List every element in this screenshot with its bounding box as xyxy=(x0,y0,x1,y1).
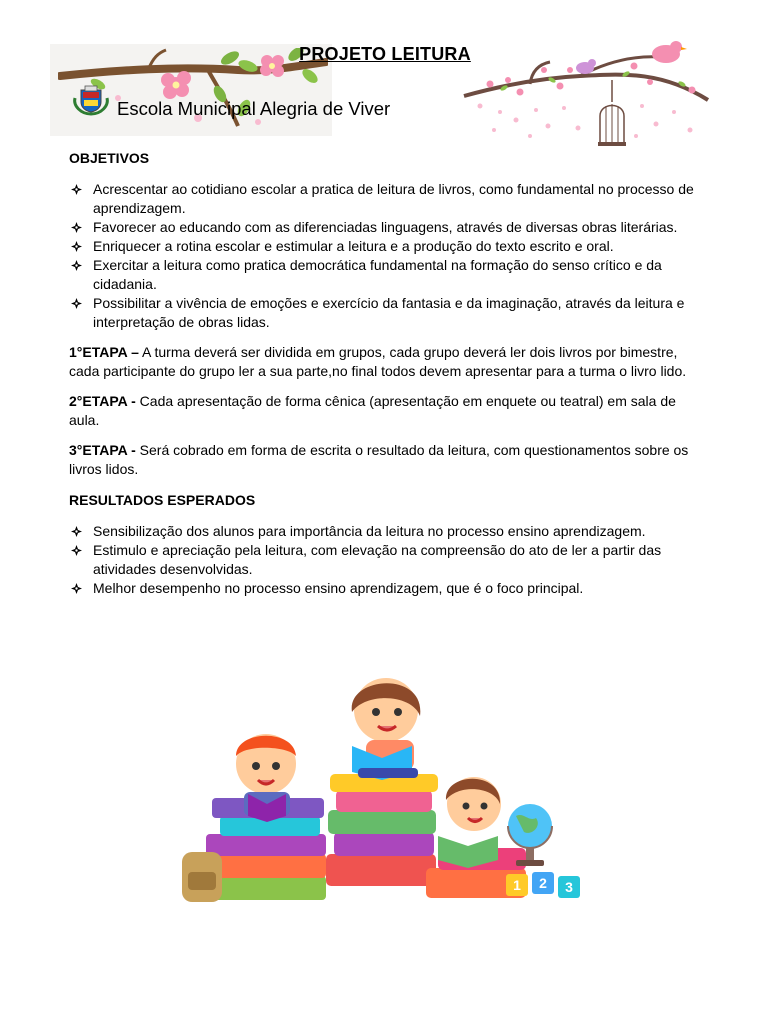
city-crest-icon xyxy=(71,84,111,116)
diamond-bullet-icon xyxy=(71,241,82,252)
diamond-bullet-icon xyxy=(71,526,82,537)
list-item-text: Enriquecer a rotina escolar e estimular a leitura e a produção do texto escrito e oral. xyxy=(93,238,614,254)
diamond-bullet-icon xyxy=(71,583,82,594)
list-item xyxy=(69,541,709,579)
etapa-text: A turma deverá ser dividida em grupos, cada grupo deverá ler dois livros por bimestre, cada participante do grupo ler a sua parte,no final todos devem apresentar para a turma o livro lido. xyxy=(69,344,687,379)
resultados-list xyxy=(69,522,709,598)
objetivos-heading: OBJETIVOS xyxy=(69,150,150,166)
page-title: PROJETO LEITURA xyxy=(299,44,471,64)
list-item xyxy=(69,256,709,294)
list-item xyxy=(69,218,709,237)
diamond-bullet-icon xyxy=(71,222,82,233)
list-item xyxy=(69,579,709,598)
number-block-label: 3 xyxy=(565,879,573,895)
diamond-bullet-icon xyxy=(71,260,82,271)
etapa-label: 1°ETAPA – xyxy=(69,344,139,360)
diamond-bullet-icon xyxy=(71,184,82,195)
list-item xyxy=(69,180,709,218)
list-item-text: Exercitar a leitura como pratica democrática fundamental na formação do senso crítico e da cidadania. xyxy=(93,257,662,292)
list-item-text: Melhor desempenho no processo ensino aprendizagem, que é o foco principal. xyxy=(93,580,584,596)
etapa-label: 3°ETAPA - xyxy=(69,442,136,458)
resultados-heading: RESULTADOS ESPERADOS xyxy=(69,492,256,508)
birdcage-icon xyxy=(598,104,626,146)
list-item-text: Acrescentar ao cotidiano escolar a pratica de leitura de livros, como fundamental no processo de aprendizagem. xyxy=(93,181,694,216)
etapa-1-paragraph xyxy=(69,343,709,381)
bird-branch-image xyxy=(460,40,710,155)
list-item-text: Sensibilização dos alunos para importância da leitura no processo ensino aprendizagem. xyxy=(93,523,646,539)
document-body xyxy=(69,148,709,598)
number-block-label: 1 xyxy=(513,877,521,893)
list-item-text: Possibilitar a vivência de emoções e exercício da fantasia e da imaginação, através da leitura e interpretação de obras lidas. xyxy=(93,295,685,330)
list-item xyxy=(69,237,709,256)
list-item-text: Favorecer ao educando com as diferenciadas linguagens, através de diversas obras literárias. xyxy=(93,219,678,235)
etapa-text: Será cobrado em forma de escrita o resultado da leitura, com questionamentos sobre os livros lidos. xyxy=(69,442,689,477)
etapa-text: Cada apresentação de forma cênica (apresentação em enquete ou teatral) em sala de aula. xyxy=(69,393,676,428)
objetivos-list xyxy=(69,180,709,332)
etapa-3-paragraph xyxy=(69,441,709,479)
list-item-text: Estimulo e apreciação pela leitura, com elevação na compreensão do ato de ler a partir das atividades desenvolvidas. xyxy=(93,542,662,577)
list-item xyxy=(69,522,709,541)
list-item xyxy=(69,294,709,332)
etapa-2-paragraph xyxy=(69,392,709,430)
diamond-bullet-icon xyxy=(71,545,82,556)
children-reading-illustration xyxy=(176,676,590,912)
school-name: Escola Municipal Alegria de Viver xyxy=(117,98,391,119)
number-block-label: 2 xyxy=(539,875,547,891)
etapa-label: 2°ETAPA - xyxy=(69,393,136,409)
diamond-bullet-icon xyxy=(71,298,82,309)
